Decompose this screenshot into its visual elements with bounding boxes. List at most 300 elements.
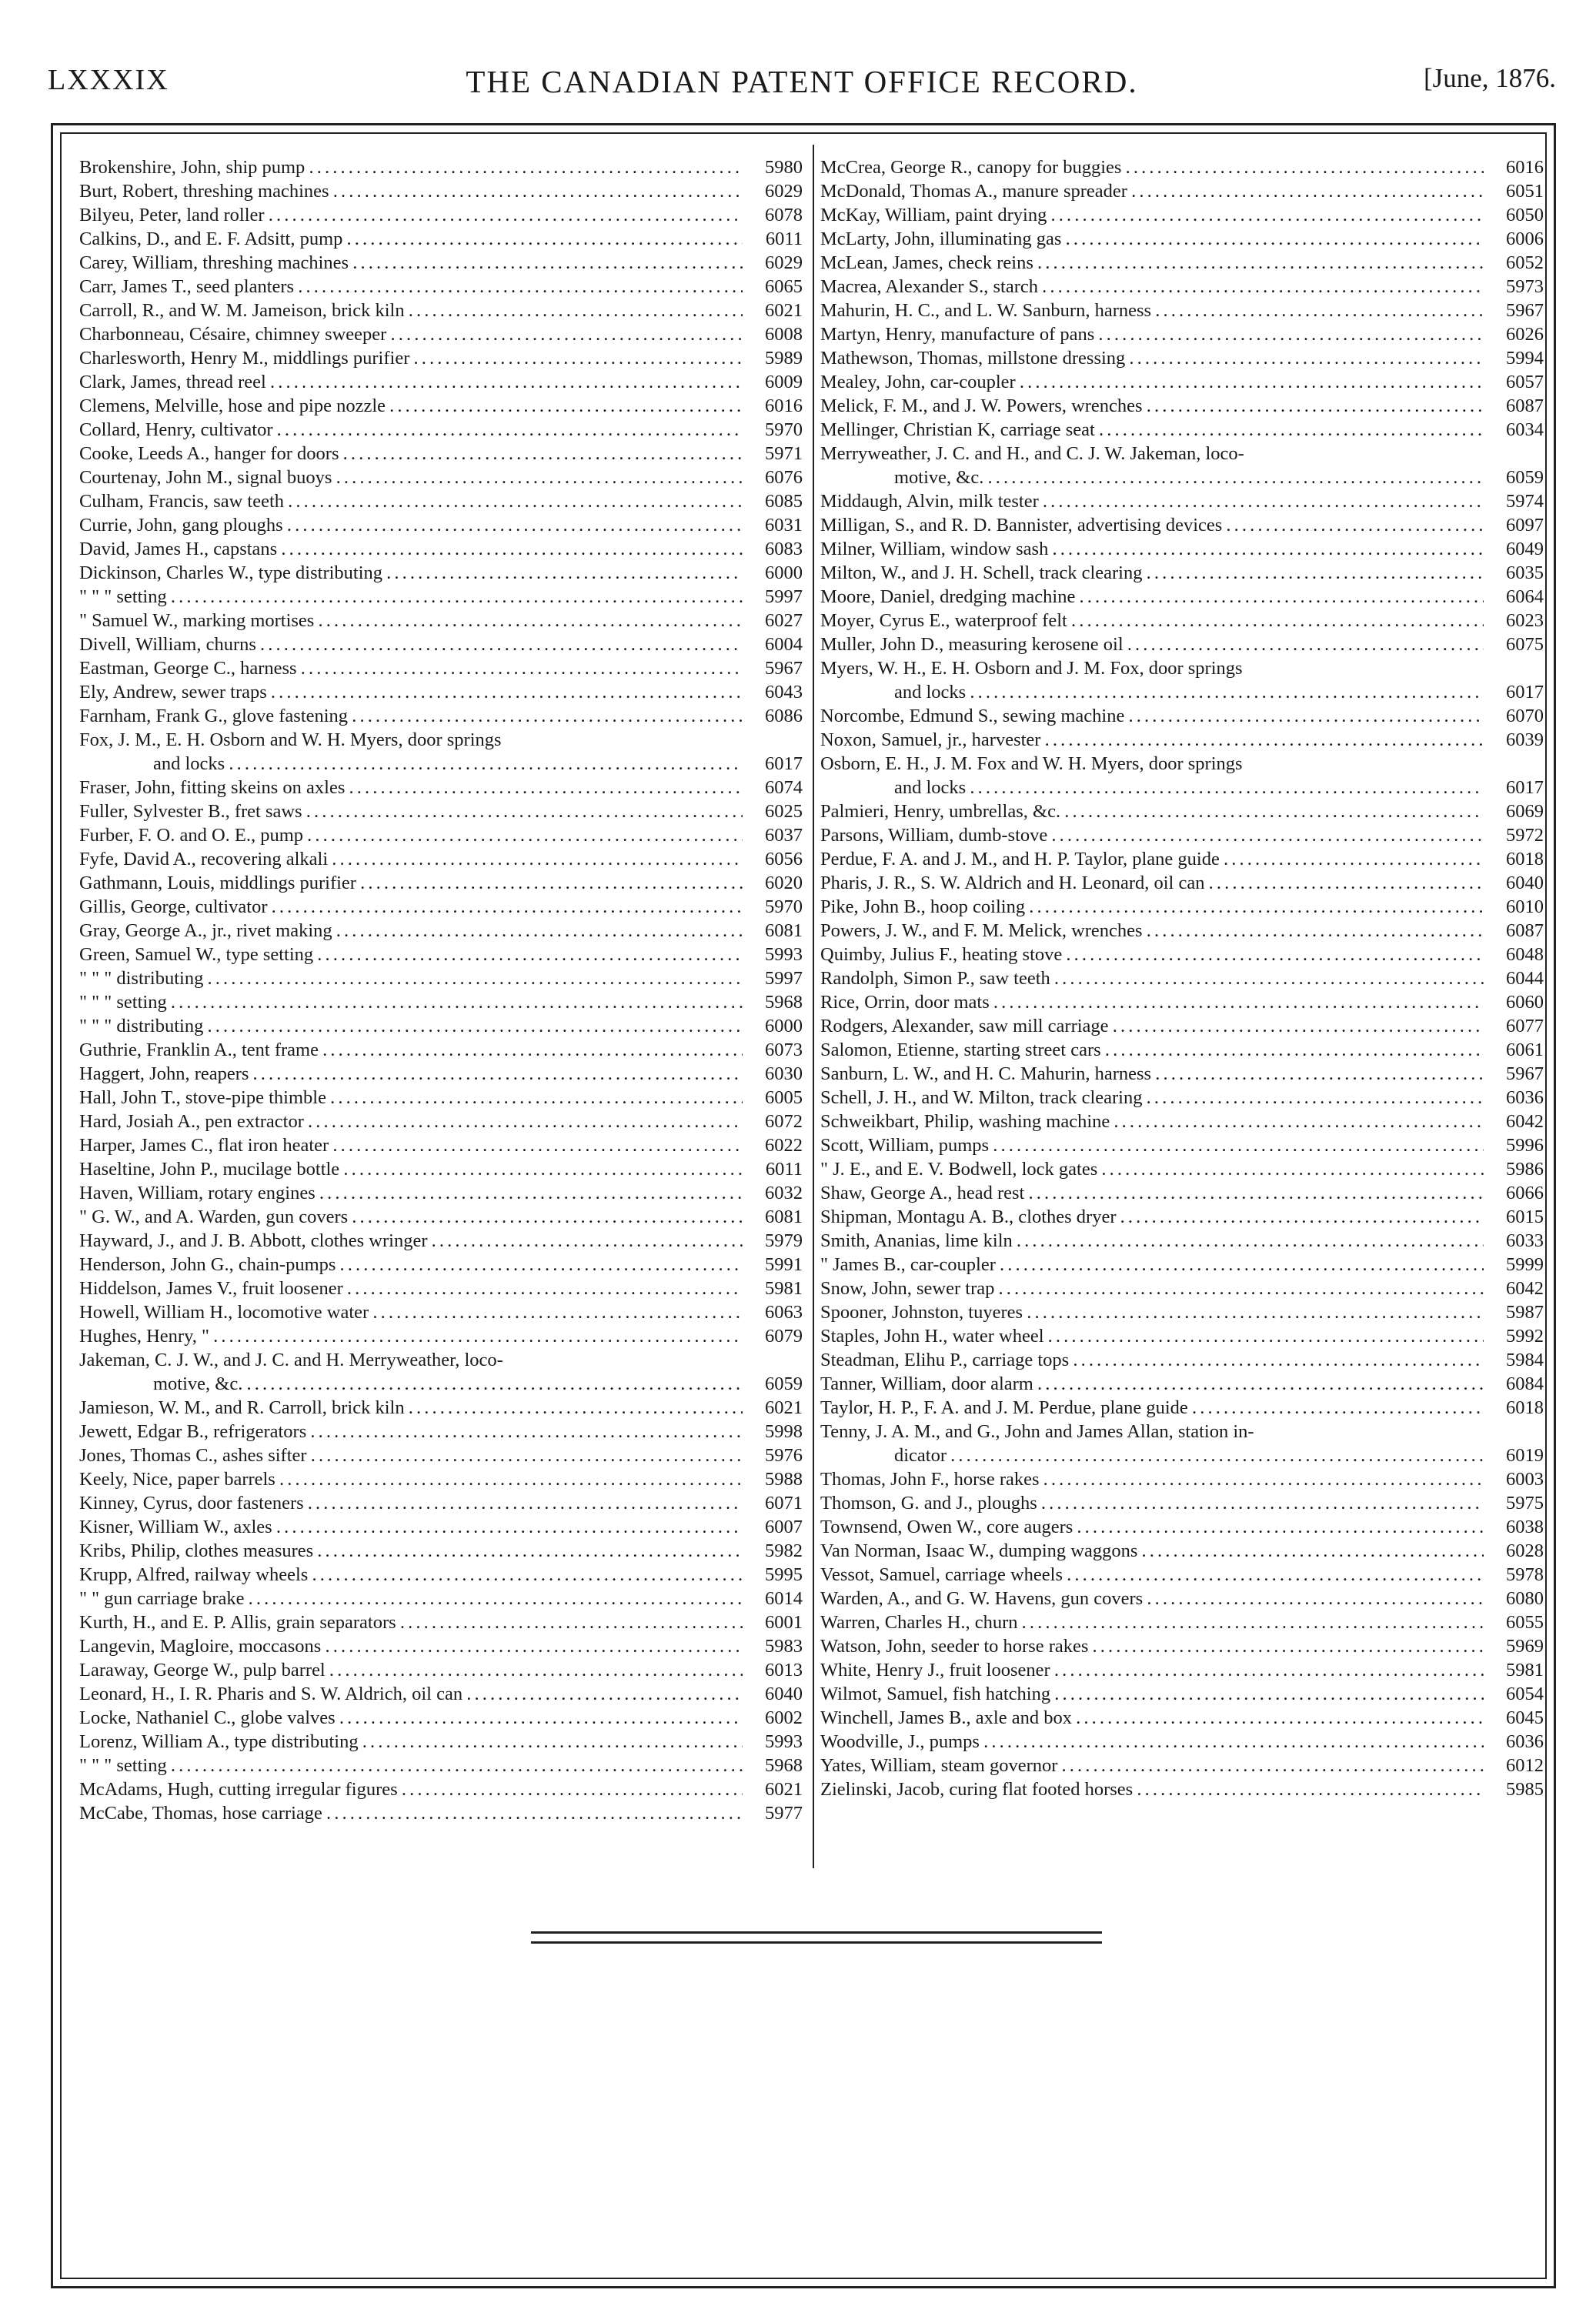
patent-number: 6011 [765,229,803,249]
patent-number: 6034 [1506,419,1544,440]
patent-number: 6027 [765,610,803,631]
entry-name: motive, &c. . . . [79,1372,743,1396]
patent-number: 6020 [765,873,803,893]
index-entry [820,1110,1547,1133]
index-entry [79,823,806,847]
entry-name: Harper, James C., flat iron heater . . . [79,1133,743,1157]
patent-number: 6008 [765,324,803,345]
entry-name: Locke, Nathaniel C., globe valves . . . [79,1706,743,1730]
index-entry [79,1801,806,1825]
entry-name: Jamieson, W. M., and R. Carroll, brick kiln . . . [79,1396,743,1420]
patent-number: 5972 [1506,825,1544,846]
patent-number: 6071 [765,1493,803,1514]
index-entry [820,1777,1547,1801]
index-entry [820,823,1547,847]
index-entry [79,1229,806,1253]
patent-number: 6006 [1506,229,1544,249]
index-entry [79,1491,806,1515]
patent-number: 6084 [1506,1373,1544,1394]
index-entry [79,1253,806,1277]
index-entry [820,1730,1547,1754]
patent-number: 5974 [1506,491,1544,512]
patent-number: 6018 [1506,849,1544,869]
patent-number: 5986 [1506,1159,1544,1180]
entry-name: Pike, John B., hoop coiling . . . [820,895,1484,919]
entry-name: Warden, A., and G. W. Havens, gun covers . . . [820,1587,1484,1610]
index-entry [820,895,1547,919]
index-entry [79,1706,806,1730]
index-entry [79,275,806,299]
index-entry [79,1634,806,1658]
entry-name: Shaw, George A., head rest . . . [820,1181,1484,1205]
index-entry [820,847,1547,871]
entry-name: Jakeman, C. J. W., and J. C. and H. Merryweather, loco- [79,1350,503,1370]
entry-name: Bilyeu, Peter, land roller . . . [79,203,743,227]
entry-name: McLarty, John, illuminating gas . . . [820,227,1484,251]
index-entry [79,1754,806,1777]
patent-number: 5989 [765,348,803,369]
index-entry [820,1754,1547,1777]
issue-date: [June, 1876. [1423,63,1556,93]
patent-number: 6012 [1506,1755,1544,1776]
index-entry [820,251,1547,275]
patent-number: 6032 [765,1183,803,1203]
entry-name: Burt, Robert, threshing machines . . . [79,179,743,203]
patent-number: 6001 [765,1612,803,1633]
entry-name: " " " setting . . . [79,585,743,609]
patent-number: 6035 [1506,562,1544,583]
index-entry [79,990,806,1014]
patent-number: 5968 [765,1755,803,1776]
entry-name: Schweikbart, Philip, washing machine . . . [820,1110,1484,1133]
entry-name: Schell, J. H., and W. Milton, track clearing . . . [820,1086,1484,1110]
patent-number: 6081 [765,920,803,941]
entry-name: Randolph, Simon P., saw teeth . . . [820,966,1484,990]
index-entry [820,1324,1547,1348]
index-entry [820,370,1547,394]
patent-number: 6060 [1506,992,1544,1013]
index-entry [79,442,806,466]
index-entry [79,752,806,776]
patent-number: 6069 [1506,801,1544,822]
patent-number: 5993 [765,944,803,965]
entry-name: Guthrie, Franklin A., tent frame . . . [79,1038,743,1062]
entry-name: Calkins, D., and E. F. Adsitt, pump . . . [79,227,743,251]
patent-number: 6021 [765,1779,803,1800]
entry-name: Milton, W., and J. H. Schell, track clearing . . . [820,561,1484,585]
patent-number: 6029 [765,181,803,202]
patent-number: 6073 [765,1040,803,1060]
page-header [48,63,1556,106]
patent-number: 5996 [1506,1135,1544,1156]
index-entry [820,799,1547,823]
entry-name: Henderson, John G., chain-pumps . . . [79,1253,743,1277]
index-entry [79,1300,806,1324]
index-entry [820,1634,1547,1658]
entry-name: Currie, John, gang ploughs . . . [79,513,743,537]
patent-number: 5994 [1506,348,1544,369]
entry-name: Jones, Thomas C., ashes sifter . . . [79,1444,743,1467]
patent-number: 6075 [1506,634,1544,655]
patent-number: 6000 [765,1016,803,1036]
closing-double-rule [531,1931,1102,1944]
entry-name: Staples, John H., water wheel . . . [820,1324,1484,1348]
index-entry [79,1062,806,1086]
patent-number: 5992 [1506,1326,1544,1347]
patent-number: 6072 [765,1111,803,1132]
patent-number: 6043 [765,682,803,703]
patent-number: 5978 [1506,1564,1544,1585]
index-entry [79,943,806,966]
entry-name: Martyn, Henry, manufacture of pans . . . [820,322,1484,346]
patent-number: 6078 [765,205,803,225]
patent-number: 6017 [1506,777,1544,798]
entry-name: " " " setting . . . [79,1754,743,1777]
index-entry [79,585,806,609]
patent-number: 5997 [765,586,803,607]
patent-number: 6000 [765,562,803,583]
patent-number: 6065 [765,276,803,297]
patent-number: 6030 [765,1063,803,1084]
index-entry [820,1014,1547,1038]
index-entry [79,1658,806,1682]
entry-name: Sanburn, L. W., and H. C. Mahurin, harness . . . [820,1062,1484,1086]
entry-name: Snow, John, sewer trap . . . [820,1277,1484,1300]
entry-name: Vessot, Samuel, carriage wheels . . . [820,1563,1484,1587]
column-divider [813,145,814,1868]
index-entry [820,943,1547,966]
entry-name: Gray, George A., jr., rivet making . . . [79,919,743,943]
index-entry [820,1396,1547,1420]
index-entry [820,322,1547,346]
patent-number: 6022 [765,1135,803,1156]
index-entry [820,1157,1547,1181]
patent-number: 6059 [765,1373,803,1394]
entry-name: and locks . . . [820,680,1484,704]
entry-name: Taylor, H. P., F. A. and J. M. Perdue, plane guide . . . [820,1396,1484,1420]
entry-name: Ely, Andrew, sewer traps . . . [79,680,743,704]
entry-name: Steadman, Elihu P., carriage tops . . . [820,1348,1484,1372]
index-entry [820,871,1547,895]
index-entry [79,1730,806,1754]
entry-name: Winchell, James B., axle and box . . . [820,1706,1484,1730]
patent-number: 5967 [765,658,803,679]
index-entry [79,537,806,561]
entry-name: Kurth, H., and E. P. Allis, grain separators . . . [79,1610,743,1634]
entry-name: Charlesworth, Henry M., middlings purifier . . . [79,346,743,370]
patent-number: 6011 [765,1159,803,1180]
entry-name: " J. E., and E. V. Bodwell, lock gates . . . [820,1157,1484,1181]
entry-name: " " " distributing . . . [79,966,743,990]
index-entry [79,871,806,895]
index-entry [79,1372,806,1396]
index-entry [79,1444,806,1467]
index-entry [79,1420,806,1444]
entry-name: Shipman, Montagu A. B., clothes dryer . . . [820,1205,1484,1229]
patent-number: 6079 [765,1326,803,1347]
patent-number: 6066 [1506,1183,1544,1203]
index-entry [79,919,806,943]
patent-number: 5977 [765,1803,803,1824]
patent-number: 6042 [1506,1111,1544,1132]
index-entry [820,299,1547,322]
entry-name: Rodgers, Alexander, saw mill carriage . . . [820,1014,1484,1038]
index-entry [820,1563,1547,1587]
patent-number: 6039 [1506,729,1544,750]
index-column-left [79,155,806,1825]
patent-number: 6076 [765,467,803,488]
entry-name: Parsons, William, dumb-stove . . . [820,823,1484,847]
entry-name: Krupp, Alfred, railway wheels . . . [79,1563,743,1587]
entry-name: McCrea, George R., canopy for buggies . . . [820,155,1484,179]
index-entry [820,1181,1547,1205]
patent-number: 6057 [1506,372,1544,392]
entry-name: Clemens, Melville, hose and pipe nozzle . . . [79,394,743,418]
patent-number: 6014 [765,1588,803,1609]
index-entry [79,203,806,227]
entry-name: Carey, William, threshing machines . . . [79,251,743,275]
index-entry [820,1444,1547,1467]
entry-name: Middaugh, Alvin, milk tester . . . [820,489,1484,513]
entry-name: Watson, John, seeder to horse rakes . . . [820,1634,1484,1658]
patent-number: 5997 [765,968,803,989]
patent-number: 6004 [765,634,803,655]
entry-name: Laraway, George W., pulp barrel . . . [79,1658,743,1682]
patent-number: 6097 [1506,515,1544,536]
entry-name: motive, &c. . . . [820,466,1484,489]
entry-name: " " " setting . . . [79,990,743,1014]
entry-name: Hughes, Henry, " . . . [79,1324,743,1348]
index-entry [79,1563,806,1587]
index-entry [79,394,806,418]
entry-name: and locks . . . [820,776,1484,799]
patent-number: 5985 [1506,1779,1544,1800]
index-column-right [820,155,1547,1801]
entry-name: Clark, James, thread reel . . . [79,370,743,394]
patent-number: 6085 [765,491,803,512]
index-entry [79,370,806,394]
entry-name: Mellinger, Christian K, carriage seat . . . [820,418,1484,442]
patent-number: 5970 [765,896,803,917]
entry-name: Keely, Nice, paper barrels . . . [79,1467,743,1491]
entry-name: Brokenshire, John, ship pump . . . [79,155,743,179]
index-entry [820,394,1547,418]
patent-number: 6056 [765,849,803,869]
entry-name: McAdams, Hugh, cutting irregular figures . . . [79,1777,743,1801]
entry-name: Merryweather, J. C. and H., and C. J. W. Jakeman, loco- [820,443,1244,464]
entry-name: Haggert, John, reapers . . . [79,1062,743,1086]
entry-name: " James B., car-coupler . . . [820,1253,1484,1277]
patent-number: 5967 [1506,300,1544,321]
entry-name: White, Henry J., fruit loosener . . . [820,1658,1484,1682]
patent-number: 6007 [765,1517,803,1537]
index-entry [79,1467,806,1491]
index-entry [820,776,1547,799]
index-entry [820,1133,1547,1157]
entry-name: Fox, J. M., E. H. Osborn and W. H. Myers, door springs [79,729,502,750]
entry-name: Fraser, John, fitting skeins on axles . . . [79,776,743,799]
patent-number: 6070 [1506,706,1544,726]
index-entry [820,704,1547,728]
index-entry [79,1515,806,1539]
patent-number: 6021 [765,1397,803,1418]
patent-number: 5995 [765,1564,803,1585]
index-entry [79,799,806,823]
patent-number: 6045 [1506,1707,1544,1728]
patent-number: 6086 [765,706,803,726]
entry-name: Cooke, Leeds A., hanger for doors . . . [79,442,743,466]
index-entry [820,1348,1547,1372]
entry-name: Kinney, Cyrus, door fasteners . . . [79,1491,743,1515]
entry-name: Palmieri, Henry, umbrellas, &c. . . . [820,799,1484,823]
entry-name: Salomon, Etienne, starting street cars . . . [820,1038,1484,1062]
index-entry [79,1205,806,1229]
entry-name: Townsend, Owen W., core augers . . . [820,1515,1484,1539]
index-entry [820,537,1547,561]
entry-name: " " " distributing . . . [79,1014,743,1038]
entry-name: Carr, James T., seed planters . . . [79,275,743,299]
patent-number: 6087 [1506,396,1544,416]
patent-number: 5980 [765,157,803,178]
index-entry [820,1515,1547,1539]
entry-name: Rice, Orrin, door mats . . . [820,990,1484,1014]
patent-number: 6026 [1506,324,1544,345]
patent-number: 6061 [1506,1040,1544,1060]
index-entry [820,990,1547,1014]
entry-name: Milner, William, window sash . . . [820,537,1484,561]
patent-number: 6016 [1506,157,1544,178]
patent-number: 6028 [1506,1540,1544,1561]
entry-name: Hard, Josiah A., pen extractor . . . [79,1110,743,1133]
patent-number: 6038 [1506,1517,1544,1537]
index-entry [79,322,806,346]
entry-name: " Samuel W., marking mortises . . . [79,609,743,632]
patent-number: 6005 [765,1087,803,1108]
entry-name: Lorenz, William A., type distributing . . . [79,1730,743,1754]
entry-name: Wilmot, Samuel, fish hatching . . . [820,1682,1484,1706]
index-entry [79,1014,806,1038]
entry-name: Noxon, Samuel, jr., harvester . . . [820,728,1484,752]
patent-number: 6025 [765,801,803,822]
entry-name: Woodville, J., pumps . . . [820,1730,1484,1754]
index-entry [820,1300,1547,1324]
patent-number: 5971 [765,443,803,464]
entry-name: Fuller, Sylvester B., fret saws . . . [79,799,743,823]
entry-name: Kribs, Philip, clothes measures . . . [79,1539,743,1563]
entry-name: Mathewson, Thomas, millstone dressing . . . [820,346,1484,370]
index-entry [79,418,806,442]
patent-number: 6010 [1506,896,1544,917]
index-entry [820,489,1547,513]
index-entry [820,346,1547,370]
patent-number: 6017 [765,753,803,774]
entry-name: McLean, James, check reins . . . [820,251,1484,275]
patent-number: 6017 [1506,682,1544,703]
index-entry [79,1181,806,1205]
index-entry [79,1396,806,1420]
index-entry [820,1539,1547,1563]
entry-name: Norcombe, Edmund S., sewing machine . . . [820,704,1484,728]
entry-name: Pharis, J. R., S. W. Aldrich and H. Leonard, oil can . . . [820,871,1484,895]
entry-name: Hayward, J., and J. B. Abbott, clothes wringer . . . [79,1229,743,1253]
patent-number: 6031 [765,515,803,536]
index-entry [79,1348,806,1372]
patent-number: 5982 [765,1540,803,1561]
index-entry [79,1610,806,1634]
patent-number: 6021 [765,300,803,321]
index-entry [79,1587,806,1610]
entry-name: Divell, William, churns . . . [79,632,743,656]
index-entry [820,179,1547,203]
index-entry [79,1086,806,1110]
index-entry [79,728,806,752]
index-entry [820,632,1547,656]
index-entry [79,227,806,251]
patent-number: 6087 [1506,920,1544,941]
entry-name: Leonard, H., I. R. Pharis and S. W. Aldrich, oil can . . . [79,1682,743,1706]
index-entry [79,1324,806,1348]
entry-name: Langevin, Magloire, moccasons . . . [79,1634,743,1658]
entry-name: Courtenay, John M., signal buoys . . . [79,466,743,489]
patent-number: 6019 [1506,1445,1544,1466]
index-entry [820,418,1547,442]
entry-name: Muller, John D., measuring kerosene oil . . . [820,632,1484,656]
entry-name: Myers, W. H., E. H. Osborn and J. M. Fox, door springs [820,658,1243,679]
index-entry [820,1420,1547,1444]
index-entry [820,752,1547,776]
entry-name: Green, Samuel W., type setting . . . [79,943,743,966]
index-entry [820,1372,1547,1396]
entry-name: Thomas, John F., horse rakes . . . [820,1467,1484,1491]
entry-name: Culham, Francis, saw teeth . . . [79,489,743,513]
entry-name: Dickinson, Charles W., type distributing . . . [79,561,743,585]
entry-name: Haseltine, John P., mucilage bottle . . . [79,1157,743,1181]
index-entry [79,489,806,513]
patent-number: 6023 [1506,610,1544,631]
index-entry [820,728,1547,752]
patent-number: 6083 [765,539,803,559]
index-entry [820,442,1547,466]
index-entry [79,704,806,728]
patent-number: 6016 [765,396,803,416]
index-entry [820,155,1547,179]
entry-name: Furber, F. O. and O. E., pump . . . [79,823,743,847]
index-entry [79,155,806,179]
index-entry [79,1777,806,1801]
index-entry [820,680,1547,704]
patent-number: 6054 [1506,1684,1544,1704]
index-entry [820,561,1547,585]
index-entry [820,227,1547,251]
entry-name: McCabe, Thomas, hose carriage . . . [79,1801,743,1825]
index-entry [820,1658,1547,1682]
entry-name: McDonald, Thomas A., manure spreader . . . [820,179,1484,203]
entry-name: " G. W., and A. Warden, gun covers . . . [79,1205,743,1229]
entry-name: Osborn, E. H., J. M. Fox and W. H. Myers, door springs [820,753,1243,774]
patent-number: 5967 [1506,1063,1544,1084]
index-entry [79,513,806,537]
patent-number: 5968 [765,992,803,1013]
patent-number: 5993 [765,1731,803,1752]
entry-name: and locks . . . [79,752,743,776]
patent-number: 5987 [1506,1302,1544,1323]
entry-name: Spooner, Johnston, tuyeres . . . [820,1300,1484,1324]
patent-number: 5999 [1506,1254,1544,1275]
index-entry [79,299,806,322]
index-entry [79,776,806,799]
index-entry [820,966,1547,990]
entry-name: Kisner, William W., axles . . . [79,1515,743,1539]
